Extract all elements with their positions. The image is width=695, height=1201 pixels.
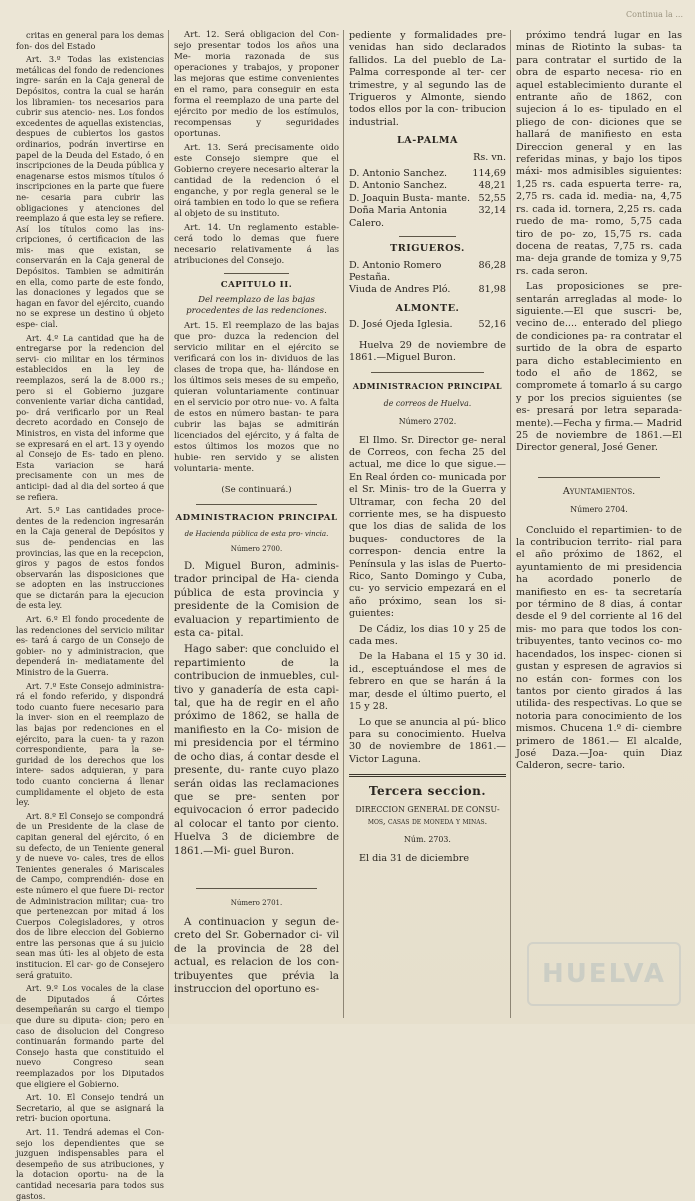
library-stamp: HUELVA (527, 942, 681, 1006)
article-paragraph: Art. 4.º La cantidad que ha de entregarse por la redencion del servi- cio militar en los términos establecidos en la ley de reemplazos, será la de 8.000 rs.; pero si el Gobierno juzgare conveniente variar dicha cantidad, po- drá verificarlo por un Real decreto acordado en Consejo de Ministros, en vista del informe que se expresará en el art. 13 y oyendo al Consejo de Es- tado en pleno. Esta variacion se hará precisamente con un mes de anticipi- dad al dia del sorteo á que se refiera. (16, 332, 164, 502)
table-row (349, 180, 506, 192)
separator (196, 504, 317, 505)
separator (224, 273, 289, 274)
section-separator (349, 774, 506, 777)
article-paragraph: Art. 7.º Este Consejo administra- rá el fondo referido, y dispondrá todo cuanto fuere necesario para la inver- sion en el reemplazo de las bajas por redenciones en el ejército, para la cuen- ta y razon correspondiente, para la se- guridad de los derechos que los intere- sados adquieran, y para todo cuanto concierna á llenar cumplidamente el objeto de esta ley. (16, 680, 164, 808)
article-paragraph: critas en general para los demas fon- dos del Estado (16, 30, 164, 51)
article-paragraph: Art. 15. El reemplazo de las bajas que pro- duzca la redencion del servicio militar en el ejército se verificará con los in- dividuos de las clases de tropa que, ha- llándose en los últimos seis meses de su empeño, quieran voluntariamente continuar en el servicio por otro nue- vo. A falta de estos en número bastan- te para cubrir las bajas se admitirán licenciados del ejército, y á falta de estos últimos los mozos que no hubie- ren servido y se alisten voluntaria- mente. (174, 321, 339, 474)
article-paragraph: Art. 12. Será obligacion del Con- sejo presentar todos los años una Me- moria razonada de sus operaciones y trabajos, y proponer las mejoras que estime convenientes en el ramo, para conseguir en esta forma el reemplazo de una parte del ejército por medio de los estímulos, recompensas y seguridades oportunas. (174, 30, 339, 139)
tax-amount: 48,21 (478, 180, 506, 192)
tax-amount: 52,55 (478, 192, 506, 204)
chapter-subtitle: Del reemplazo de las bajas procedentes de las redenciones. (186, 295, 327, 316)
taxpayer-name: D. Joaquin Busta- mante. (349, 192, 471, 204)
town-heading: TRIGUEROS. (390, 243, 465, 255)
direction-title: DIRECCION GENERAL DE CONSU- mos, casas de moneda y minas. (355, 804, 500, 826)
ayuntamientos-heading: Ayuntamientos. (562, 485, 636, 497)
taxpayer-name: Doña Maria Antonia Calero. (349, 205, 448, 229)
taxpayer-table-trigueros (349, 260, 506, 297)
article-paragraph: Art. 8.º El Consejo se compondrá de un Presidente de la clase de capitan general del ejército, ó en su defecto, de un Teniente general y de nueve vo- cales, tres de ellos Tenientes generales ó Mariscales de Campo, comprendién- dose en este número el que fuere Di- rector de Administracion militar; cua- tro que pertenezcan por mitad á los Cuerpos Colegisladores, y otros dos de libre eleccion del Gobierno entre las personas que á su juicio sean mas úti- les al objeto de esta institucion. El car- go de Consejero será gratuito. (16, 810, 164, 980)
notice-paragraph: Hago saber: que concluido el repartimiento de la contribucion de inmuebles, cul- tivo y ganadería de esta capi- tal, que ha de regir en el año próximo de 1862, se halla de manifiesto en la Co- mision de mi presidencia por el término de ocho dias, á contar desde el presente, du- rante cuyo plazo serán oidas las reclamaciones que se pre- senten por equivocacion ó error padecido al colocar el tanto por ciento. Huelva 3 de diciembre de 1861.—Mi- guel Buron. (174, 644, 339, 857)
separator (538, 477, 660, 478)
last-line: El dia 31 de diciembre (359, 852, 470, 864)
taxpayer-table-almonte (349, 319, 506, 331)
table-row (349, 319, 506, 331)
taxpayer-name: D. José Ojeda Iglesia. (349, 319, 453, 331)
notice-paragraph: próximo tendrá lugar en las minas de Riotinto la subas- ta para contratar el surtido de la obra de esparto necesa- rio en aquel establecimiento durante el entrante año de 1862, con sujecion á lo es- tipulado en el pliego de con- diciones que se hallará de manifiesto en esta Direccion general y en las referidas minas, y bajo los tipos máxi- mos admisibles siguientes: 1,25 rs. cada espuerta terre- ra, 2,75 rs. cada id. media- na, 4,75 rs. cada id. tornera, 2,25 rs. cada ruedo de ma- romo, 5,75 cada tiro de po- zo, 15,75 rs. cada docena de reatas, 7,75 rs. cada ma- deja grande de tomiza y 9,75 rs. cada seron. (516, 30, 682, 277)
notice-paragraph: A continuacion y segun de- creto del Sr. Gobernador ci- vil de la provincia de 28 del actual, es relacion de los con- tribuyentes que prévia la instruccion del oportuno es- (174, 916, 339, 995)
tax-amount: 32,14 (478, 205, 506, 217)
article-paragraph: Art. 13. Será precisamente oido este Consejo siempre que el Gobierno creyere necesario alterar la cantidad de la redencion ó el enganche, y por regla general se le oirá tambien en todo lo que se refiera al objeto de su instituto. (174, 143, 339, 219)
town-heading: ALMONTE. (395, 302, 460, 314)
column-3 (349, 30, 506, 1018)
column-divider (510, 30, 511, 1018)
tax-amount: 86,28 (478, 259, 506, 271)
town-heading: LA-PALMA (397, 135, 458, 147)
tax-amount: 114,69 (472, 168, 506, 180)
article-paragraph: Art. 3.º Todas las existencias metálicas del fondo de redenciones ingre- sarán en la Caja general de Depósitos, contra la cual se harán los libramien- tos necesarios para cubrir sus atencio- nes. Los fondos excedentes de aquellas existencias, despues de cubiertos los gastos ordinarios, podrán invertirse en papel de la Deuda del Estado, ó en inscripciones de la Deuda pública y enagenarse estos mismos títulos ó inscripciones en la parte que fuere ne- cesaria para cubrir las obligaciones y atenciones del reemplazo á que esta ley se refiere. Así los títulos como las ins- cripciones, ó certificacion de las mis- mas que existan, se conservarán en la Caja general de Depósitos. Tambien se admitirán en ella, como parte de este fondo, las donaciones y legados que se hagan en favor del ejército, cuando no se exprese un destino ú objeto espe- cial. (16, 54, 164, 330)
intro-paragraph: pediente y formalidades pre- venidas han sido declarados fallidos. La del pueblo de La-Palma corresponde al ter- cer trimestre, y al segundo las de Trigueros y Almonte, siendo todos ellos por la con- tribucion industrial. (349, 30, 506, 128)
column-2 (174, 30, 339, 1018)
continued-note: (Se continuará.) (221, 485, 292, 495)
column-divider (168, 30, 169, 1018)
admin-subtitle: de Hacienda pública de esta pro- vincia. (184, 529, 329, 538)
column-divider (343, 30, 344, 1018)
correos-subtitle: de correos de Huelva. (383, 398, 472, 408)
page-header-right: Continua la ... (626, 10, 683, 19)
article-paragraph: Art. 10. El Consejo tendrá un Secretario, al que se asignará la retri- bucion oportuna. (16, 1092, 164, 1124)
notice-number: Número 2701. (230, 897, 283, 907)
notice-number: Número 2702. (398, 417, 457, 427)
notice-paragraph: Concluido el repartimien- to de la contribucion territo- rial para el año próximo de 1862, el ayuntamiento de mi presidencia ha acordado ponerlo de manifiesto en es- ta secretaría por término de 8 dias, á contar desde el 9 del corriente al 16 del mis- mo para que todos los con- tribuyentes, tanto vecinos co- mo hacendados, los inspec- cionen si gustan y espresen de agravios si no están con- formes con los tantos por ciento girados á las utilida- des respectivas. Lo que se notoria para conocimiento de los mismos. Chucena 1.º di- ciembre primero de 1861.— El alcalde, José Daza.—Joa- quin Diaz Calderon, secre- tario. (516, 524, 682, 772)
article-paragraph: Art. 11. Tendrá ademas el Con- sejo los dependientes que se juzguen indispensables para el desempeño de sus atribuciones, y la dotacion oportu- na de la cantidad necesaria para todos sus gastos. (16, 1126, 164, 1201)
notice-number: Núm. 2703. (404, 835, 451, 845)
correos-title: ADMINISTRACION PRINCIPAL (352, 382, 503, 392)
table-row (349, 205, 506, 230)
closing-signature: Huelva 29 de noviembre de 1861.—Miguel Buron. (349, 339, 506, 363)
currency-unit: Rs. vn. (473, 151, 506, 163)
separator (196, 888, 317, 889)
chapter-title: CAPITULO II. (220, 280, 293, 290)
column-1 (16, 30, 164, 1201)
notice-number: Número 2704. (570, 505, 628, 515)
notice-paragraph: De la Habana el 15 y 30 id. id., esceptuándose el mes de febrero en que se harán á la mar, desde el último puerto, el 15 y 28. (349, 651, 506, 713)
notice-paragraph: De Cádiz, los dias 10 y 25 de cada mes. (349, 623, 506, 648)
article-paragraph: Art. 5.º Las cantidades proce- dentes de la redencion ingresarán en la Caja general de Depósitos y sus de- pendencias en las provincias, las que en la recepcion, giros y pagos de estos fondos observarán las disposiciones que se adopten en las instrucciones que se dictarán para la ejecucion de esta ley. (16, 505, 164, 611)
table-row (349, 284, 506, 296)
notice-paragraph: Lo que se anuncia al pú- blico para su conocimiento. Huelva 30 de noviembre de 1861.—Victor Laguna. (349, 716, 506, 765)
taxpayer-name: D. Antonio Sanchez. (349, 180, 448, 192)
notice-paragraph: Las proposiciones se pre- sentarán arregladas al mode- lo siguiente.—El que suscri- be, vecino de.... enterado del pliego de condiciones pa- ra contratar el surtido de la obra de esparto para dicho establecimiento en todo el año de 1862, se compromete á tomarlo á su cargo y por los precios siguientes (se es- presará por letra separada- mente).—Fecha y firma.— Madrid 25 de noviembre de 1861.—El Director general, José Gener. (516, 281, 682, 454)
taxpayer-name: D. Antonio Sanchez. (349, 168, 448, 180)
notice-paragraph: D. Miguel Buron, adminis- trador principal de Ha- cienda pública de esta provincia y presidente de la Comision de evaluacion y repartimiento de esta ca- pital. (174, 561, 339, 640)
table-row (349, 260, 506, 285)
separator (399, 236, 456, 237)
taxpayer-name: Viuda de Andres Pló. (349, 284, 451, 296)
column-4 (516, 30, 682, 1018)
taxpayer-name: D. Antonio Romero Pestaña. (349, 259, 442, 283)
article-paragraph: Art. 14. Un reglamento estable- cerá todo lo demas que fuere necesario relativamente á las atribuciones del Consejo. (174, 223, 339, 266)
table-row (349, 193, 506, 205)
admin-title: ADMINISTRACION PRINCIPAL (175, 513, 338, 523)
separator (371, 372, 484, 373)
table-row (349, 168, 506, 180)
tax-amount: 81,98 (478, 284, 506, 296)
notice-paragraph: El Ilmo. Sr. Director ge- neral de Correos, con fecha 25 del actual, me dice lo que sigue.—En Real órden co- municada por el Sr. Minis- tro de la Guerra y Ultramar, con fecha 20 del corriente mes, se ha dispuesto que los dias de salida de los buques- conductores de la correspon- dencia entre la Península y las islas de Puerto-Rico, Santo Domingo y Cuba, cu- yo servicio empezará en el año próximo, sean los si- guientes: (349, 434, 506, 620)
section-title: Tercera seccion. (368, 784, 487, 799)
article-paragraph: Art. 6.º El fondo procedente de las redenciones del servicio militar es- tará á cargo de un Consejo de gobier- no y administracion, que dependerá in- mediatamente del Ministro de la Guerra. (16, 614, 164, 678)
tax-amount: 52,16 (478, 319, 506, 331)
article-paragraph: Art. 9.º Los vocales de la clase de Diputados á Córtes desempeñarán su cargo el tiempo que dure su diputa- cion; pero en caso de disolucion del Congreso continuarán formando parte del Consejo hasta que constituido el nuevo Congreso sean reemplazados por los Diputados que eligiere el Gobierno. (16, 983, 164, 1089)
notice-number: Número 2700. (230, 544, 283, 553)
taxpayer-table-palma (349, 168, 506, 230)
